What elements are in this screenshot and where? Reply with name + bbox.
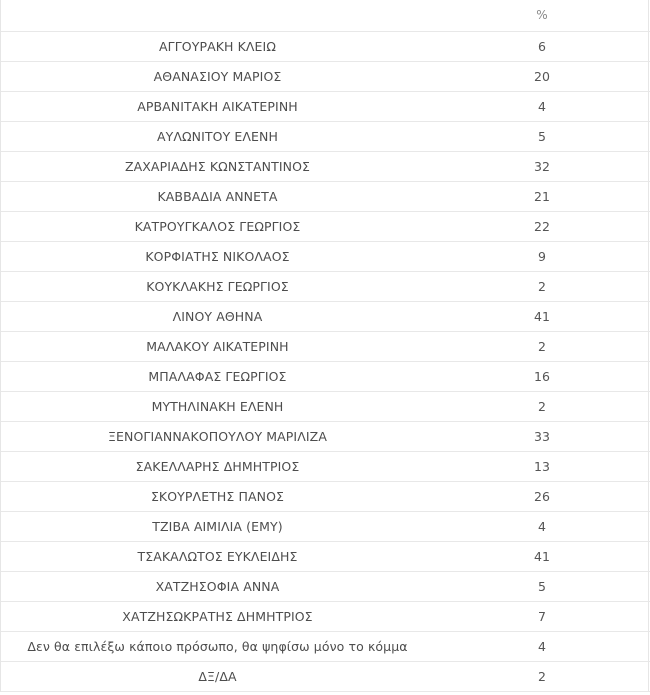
- candidate-name-cell: ΑΘΑΝΑΣΙΟΥ ΜΑΡΙΟΣ: [153, 68, 282, 84]
- table-row: [1, 241, 650, 271]
- table-row: [1, 91, 650, 121]
- candidate-name-cell: ΧΑΤΖΗΣΟΦΙΑ ΑΝΝΑ: [155, 578, 280, 594]
- percent-cell: 2: [537, 398, 547, 414]
- table-body: [1, 31, 650, 691]
- percent-cell: 32: [533, 158, 551, 174]
- table-row: [1, 511, 650, 541]
- header-percent-cell: %: [536, 8, 548, 23]
- table-row: [1, 271, 650, 301]
- table-row: [1, 391, 650, 421]
- table-row: [1, 571, 650, 601]
- candidate-name-cell: ΑΓΓΟΥΡΑΚΗ ΚΛΕΙΩ: [159, 38, 276, 54]
- percent-cell: 4: [537, 638, 547, 654]
- percent-cell: 16: [533, 368, 551, 384]
- table-row: [1, 121, 650, 151]
- candidate-name-cell: ΤΣΑΚΑΛΩΤΟΣ ΕΥΚΛΕΙΔΗΣ: [137, 548, 298, 564]
- candidate-name-cell: ΤΖΙΒΑ ΑΙΜΙΛΙΑ (ΕΜΥ): [152, 518, 283, 534]
- table-row: [1, 31, 650, 61]
- table-row: [1, 601, 650, 631]
- table-row: [1, 661, 650, 691]
- table-row: [1, 631, 650, 661]
- percent-cell: 4: [537, 518, 547, 534]
- table-row: [1, 61, 650, 91]
- percent-cell: 22: [533, 218, 551, 234]
- candidate-name-cell: ΑΡΒΑΝΙΤΑΚΗ ΑΙΚΑΤΕΡΙΝΗ: [137, 98, 298, 114]
- table-row: [1, 421, 650, 451]
- candidate-name-cell: ΚΟΥΚΛΑΚΗΣ ΓΕΩΡΓΙΟΣ: [146, 278, 289, 294]
- percent-cell: 6: [537, 38, 547, 54]
- percent-cell: 33: [533, 428, 551, 444]
- candidate-name-cell: ΜΠΑΛΑΦΑΣ ΓΕΩΡΓΙΟΣ: [148, 368, 287, 384]
- percent-cell: 2: [537, 668, 547, 684]
- table-header-row: [1, 0, 650, 31]
- percent-cell: 41: [533, 548, 551, 564]
- table-row: [1, 301, 650, 331]
- candidate-name-cell: ΚΑΤΡΟΥΓΚΑΛΟΣ ΓΕΩΡΓΙΟΣ: [134, 218, 301, 234]
- percent-cell: 5: [537, 578, 547, 594]
- percent-cell: 13: [533, 458, 551, 474]
- table-row: [1, 481, 650, 511]
- percent-cell: 21: [533, 188, 551, 204]
- candidate-name-cell: ΖΑΧΑΡΙΑΔΗΣ ΚΩΝΣΤΑΝΤΙΝΟΣ: [124, 158, 311, 174]
- percent-cell: 2: [537, 338, 547, 354]
- table-row: [1, 211, 650, 241]
- percent-cell: 5: [537, 128, 547, 144]
- percent-cell: 7: [537, 608, 547, 624]
- candidate-name-cell: ΑΥΛΩΝΙΤΟΥ ΕΛΕΝΗ: [156, 128, 278, 144]
- candidate-name-cell: Δεν θα επιλέξω κάποιο πρόσωπο, θα ψηφίσω μόνο το κόμμα: [27, 638, 408, 654]
- header-name-cell: [1, 0, 434, 31]
- candidate-name-cell: ΞΕΝΟΓΙΑΝΝΑΚΟΠΟΥΛΟΥ ΜΑΡΙΛΙΖΑ: [108, 428, 327, 444]
- percent-cell: 41: [533, 308, 551, 324]
- results-table: [1, 0, 650, 692]
- candidate-name-cell: ΚΑΒΒΑΔΙΑ ΑΝΝΕΤΑ: [157, 188, 278, 204]
- percent-cell: 26: [533, 488, 551, 504]
- percent-cell: 4: [537, 98, 547, 114]
- table-row: [1, 451, 650, 481]
- table-row: [1, 151, 650, 181]
- table-row: [1, 361, 650, 391]
- candidate-name-cell: ΜΥΤΗΛΙΝΑΚΗ ΕΛΕΝΗ: [151, 398, 284, 414]
- table-row: [1, 331, 650, 361]
- candidate-name-cell: ΣΑΚΕΛΛΑΡΗΣ ΔΗΜΗΤΡΙΟΣ: [135, 458, 300, 474]
- percent-cell: 20: [533, 68, 551, 84]
- table-row: [1, 181, 650, 211]
- candidate-name-cell: ΣΚΟΥΡΛΕΤΗΣ ΠΑΝΟΣ: [150, 488, 285, 504]
- percent-cell: 9: [537, 248, 547, 264]
- percent-cell: 2: [537, 278, 547, 294]
- candidate-name-cell: ΜΑΛΑΚΟΥ ΑΙΚΑΤΕΡΙΝΗ: [146, 338, 289, 354]
- candidate-name-cell: ΛΙΝΟΥ ΑΘΗΝΑ: [172, 308, 263, 324]
- candidate-name-cell: ΧΑΤΖΗΣΩΚΡΑΤΗΣ ΔΗΜΗΤΡΙΟΣ: [122, 608, 313, 624]
- candidate-name-cell: ΚΟΡΦΙΑΤΗΣ ΝΙΚΟΛΑΟΣ: [145, 248, 290, 264]
- candidate-name-cell: ΔΞ/ΔΑ: [198, 668, 237, 684]
- table-row: [1, 541, 650, 571]
